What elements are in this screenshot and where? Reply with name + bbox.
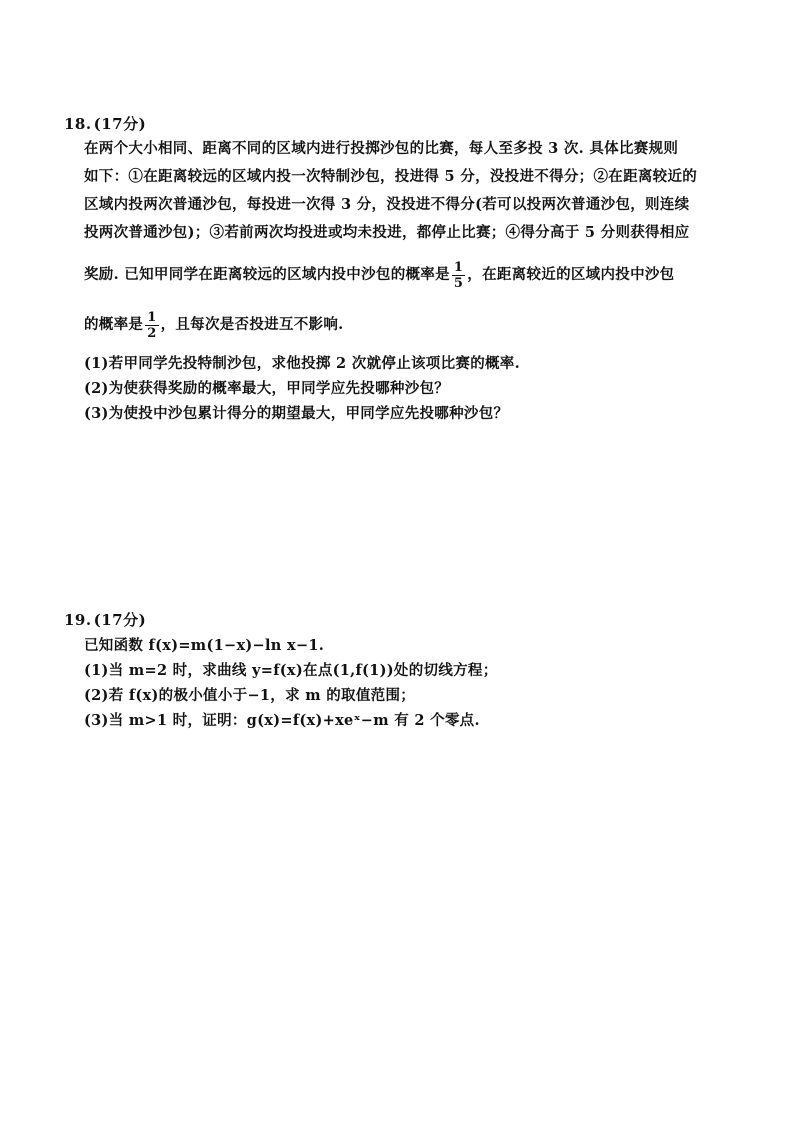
problem-19-header <box>64 609 744 631</box>
problem-19 <box>64 609 744 733</box>
problem-19-score: (17分) <box>93 611 147 629</box>
problem-18-score: (17分) <box>93 115 147 133</box>
sub-question-3: (3)为使投中沙包累计得分的期望最大，甲同学应先投哪种沙包？ <box>84 405 509 422</box>
problem-18-stem <box>84 135 744 347</box>
stem-text: 的概率是 <box>84 316 144 333</box>
stem-line: 投两次普通沙包)；③若前两次均投进或均未投进，都停止比赛；④得分高于 5 分则获得相应 <box>84 224 690 241</box>
problem-18-body <box>64 135 744 426</box>
stem-line: 如下：①在距离较远的区域内投一次特制沙包，投进得 5 分，没投进不得分；②在距离较近的 <box>84 168 698 185</box>
stem-text: ，在距离较近的区域内投中沙包 <box>467 266 675 283</box>
fraction-denominator: 5 <box>453 275 464 291</box>
stem-text: ，且每次是否投进互不影响. <box>160 316 344 333</box>
sub-question-1: (1)当 m=2 时，求曲线 y=f(x)在点(1,f(1))处的切线方程； <box>84 662 498 679</box>
fraction-denominator: 2 <box>147 325 157 341</box>
fraction-one-fifth <box>452 260 465 291</box>
sub-question-1: (1)若甲同学先投特制沙包，求他投掷 2 次就停止该项比赛的概率. <box>84 355 520 372</box>
sub-question-2: (2)若 f(x)的极小值小于−1，求 m 的取值范围； <box>84 687 416 704</box>
stem-line-fraction-2 <box>84 303 744 347</box>
sub-question-2: (2)为使获得奖励的概率最大，甲同学应先投哪种沙包？ <box>84 380 450 397</box>
stem-line: 区域内投两次普通沙包，每投进一次得 3 分，没投进不得分(若可以投两次普通沙包，则连续 <box>84 196 690 213</box>
problem-19-number: 19. <box>64 611 92 629</box>
problem-18-number: 18. <box>64 115 92 133</box>
stem-text: 奖励. 已知甲同学在距离较远的区域内投中沙包的概率是 <box>84 266 450 283</box>
problem-19-stem: 已知函数 f(x)=m(1−x)−ln x−1. <box>84 637 325 654</box>
sub-question-3: (3)当 m>1 时，证明：g(x)=f(x)+xeˣ−m 有 2 个零点. <box>84 712 480 729</box>
fraction-numerator: 1 <box>147 309 157 325</box>
fraction-one-half <box>145 310 158 341</box>
stem-line-fraction-1 <box>84 253 744 297</box>
stem-line: 在两个大小相同、距离不同的区域内进行投掷沙包的比赛，每人至多投 3 次. 具体比赛规则 <box>84 140 679 157</box>
problem-18 <box>64 113 744 426</box>
fraction-numerator: 1 <box>453 259 464 275</box>
problem-18-questions <box>84 351 744 426</box>
problem-18-header <box>64 113 744 135</box>
problem-19-body <box>64 633 744 733</box>
